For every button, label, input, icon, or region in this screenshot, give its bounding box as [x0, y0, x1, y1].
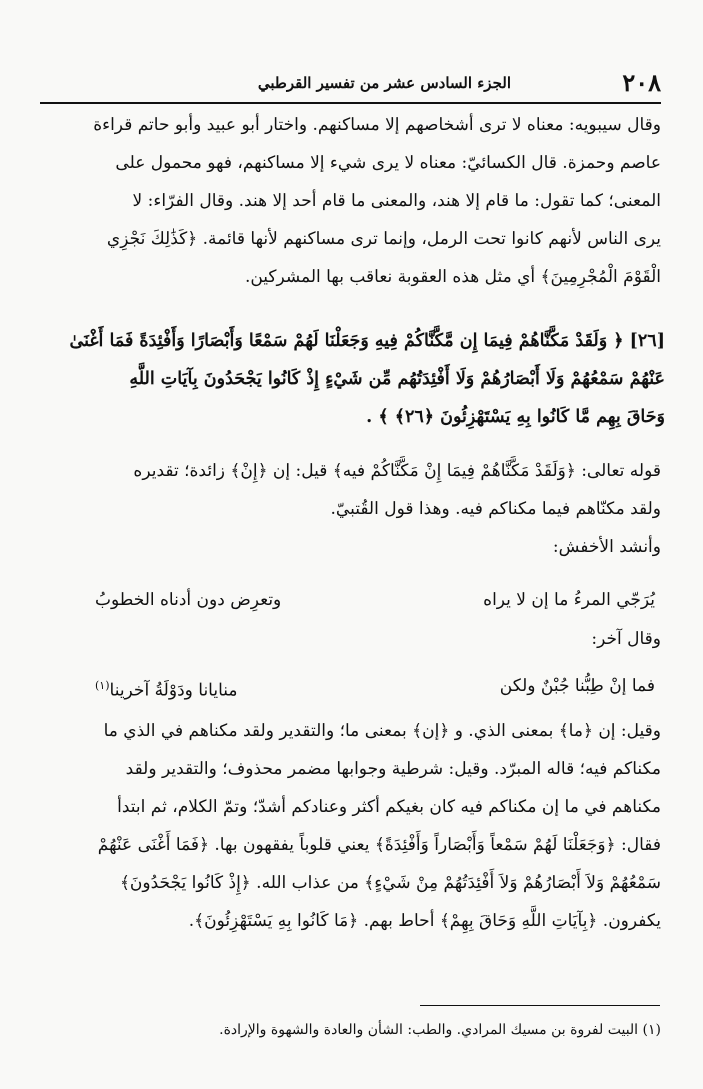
- quran-verse-26: [42, 322, 665, 436]
- akhfash-intro: وأنشد الأخفش:: [552, 537, 661, 557]
- verse-number: [٢٦]: [629, 331, 665, 351]
- text-line: سَمْعُهُمْ وَلاَ أَبْصَارُهُمْ وَلاَ أَفْئِدَتُهُمْ مِنْ شَيْءٍ﴾ من عذاب الله. ﴿إِذْ كَانُوا يَجْحَدُونَ﴾: [119, 873, 661, 893]
- text-line: وقال سيبويه: معناه لا ترى أشخاصهم إلا مساكنهم. واختار أبو عبيد وأبو حاتم قراءة: [93, 115, 661, 135]
- verse-line: عَنْهُمْ سَمْعُهُمْ وَلَا أَبْصَارُهُمْ وَلَا أَفْئِدَتُهُم مِّن شَيْءٍ إِذْ كَانُوا يَجْحَدُونَ بِآيَاتِ اللَّهِ: [129, 369, 665, 389]
- text-line: قوله تعالى: ﴿وَلَقَدْ مَكَّنَّاهُمْ فِيمَا إِنْ مَكَّنَّاكُمْ فيه﴾ قيل: إن ﴿إِنْ﴾ زائدة؛ تقديره: [133, 461, 661, 481]
- poem-verse-1: [40, 582, 663, 618]
- poem-verse-2: [40, 668, 663, 704]
- first-hemistich: يُرَجّي المرءُ ما إن لا يراه: [483, 590, 655, 610]
- second-hemistich: منايانا ودَوْلَةُ آخرينا: [109, 680, 238, 701]
- text-line: ولقد مكنّاهم فيما مكناكم فيه. وهذا قول القُتبيّ.: [330, 499, 661, 519]
- text-line: يكفرون. ﴿بِآيَاتِ اللَّهِ وَحَاقَ بِهِمْ﴾ أحاط بهم. ﴿مَا كَانُوا بِهِ يَسْتَهْزِئُونَ﴾.: [188, 911, 661, 931]
- verse-text: ﴿ وَلَقَدْ مَكَّنَّاهُمْ فِيمَا إِن مَّكَّنَّاكُمْ فِيهِ وَجَعَلْنَا لَهُمْ سَمْعًا وَأَبْصَارًا وَأَفْئِدَةً فَمَا أَغْنَىٰ: [69, 331, 624, 351]
- first-hemistich: فما إنْ طِبُّنا جُبْنٌ ولكن: [499, 676, 655, 696]
- text-line: مكناكم فيه؛ قاله المبرّد. وقيل: شرطية وجوابها مضمر محذوف؛ والتقدير ولقد: [125, 759, 661, 779]
- second-hemistich: وتعرِض دون أدناه الخطوبُ: [95, 590, 282, 610]
- verse-line: وَحَاقَ بِهِم مَّا كَانُوا بِهِ يَسْتَهْزِئُونَ ﴿٢٦﴾ ﴾ .: [366, 407, 665, 427]
- page-header: [40, 68, 661, 104]
- paragraph-commentary: [42, 452, 661, 566]
- footnote-divider: [420, 1005, 660, 1006]
- paragraph-sibawayh: [42, 106, 661, 296]
- verse-line: [42, 322, 665, 360]
- text-line: مكناهم في ما إن مكناكم فيه كان بغيكم أكثر وعنادكم أشدّ؛ وتمّ الكلام، ثم ابتدأ: [117, 797, 661, 817]
- another-intro-block: [42, 620, 661, 658]
- paragraph-explanation: [42, 712, 661, 940]
- footnote-marker: (١): [95, 679, 110, 692]
- text-line: المعنى؛ كما تقول: ما قام إلا هند، والمعنى ما قام أحد إلا هند. وقال الفرّاء: لا: [132, 191, 661, 211]
- text-line: يرى الناس لأنهم كانوا تحت الرمل، وإنما ترى مساكنهم لأنها قائمة. ﴿كَذَٰلِكَ نَجْزِي: [106, 229, 661, 249]
- page-number: ٢٠٨: [622, 68, 661, 97]
- running-title: الجزء السادس عشر من تفسير القرطبي: [257, 74, 511, 92]
- footnote: (١) البيت لفروة بن مسيك المرادي. والطب: الشأن والعادة والشهوة والإرادة.: [219, 1022, 661, 1038]
- text-line: وقيل: إن ﴿ما﴾ بمعنى الذي. و ﴿إن﴾ بمعنى ما؛ والتقدير ولقد مكناهم في الذي ما: [103, 721, 661, 741]
- second-hemistich-group: [95, 668, 238, 709]
- another-intro: وقال آخر:: [591, 629, 661, 649]
- text-line: الْقَوْمَ الْمُجْرِمِينَ﴾ أي مثل هذه العقوبة نعاقب بها المشركين.: [244, 267, 661, 287]
- text-line: فقال: ﴿وَجَعَلْنَا لَهُمْ سَمْعاً وَأَبْصَاراً وَأَفْئِدَةً﴾ يعني قلوباً يفقهون بها. ﴿فَمَا أَغْنَى عَنْهُمْ: [97, 835, 661, 855]
- text-line: عاصم وحمزة. قال الكسائيّ: معناه لا يرى شيء إلا مساكنهم، فهو محمول على: [115, 153, 661, 173]
